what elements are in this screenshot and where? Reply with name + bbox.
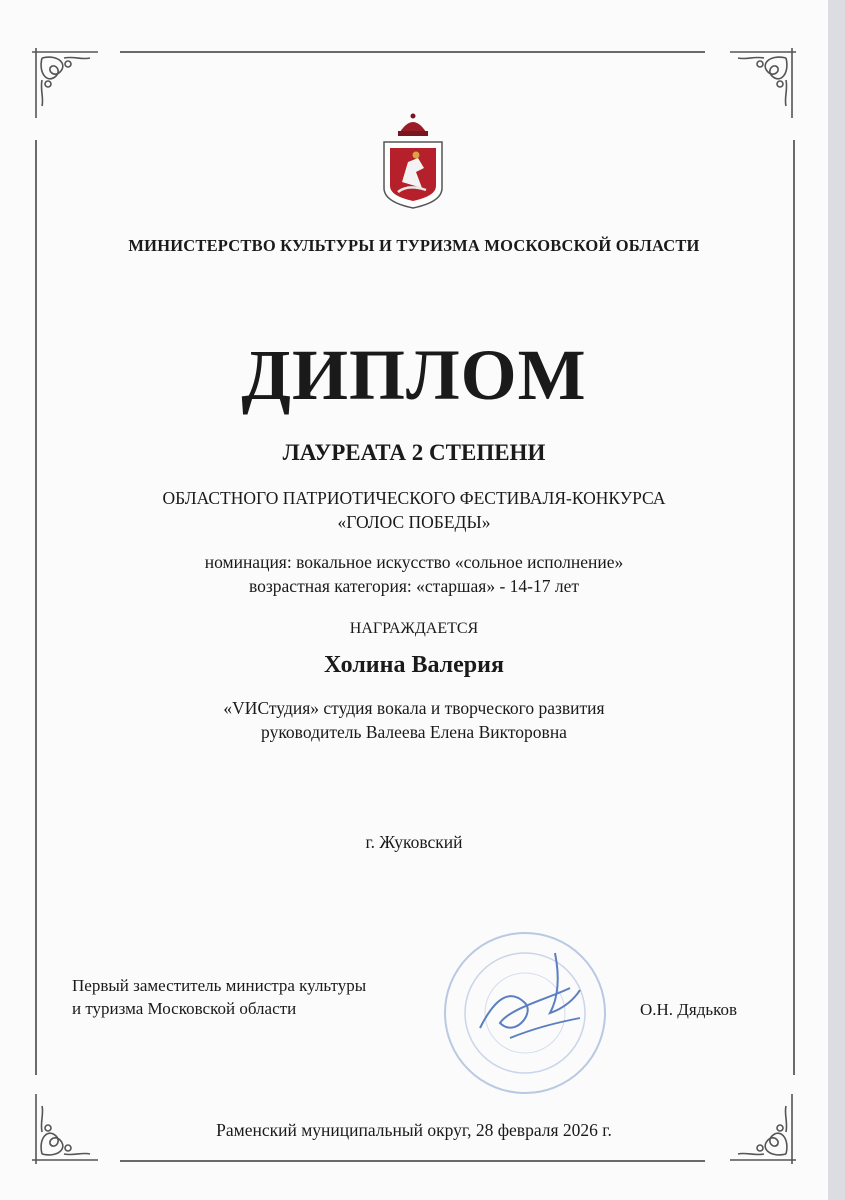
ministry-name: МИНИСТЕРСТВО КУЛЬТУРЫ И ТУРИЗМА МОСКОВСКОЙ ОБЛАСТИ [128, 236, 700, 255]
frame-bottom-line [120, 1160, 705, 1162]
city: г. Жуковский [365, 832, 463, 852]
age-category: возрастная категория: «старшая» - 14-17 лет [248, 576, 580, 596]
corner-ornament-top-left-icon [28, 44, 106, 122]
festival-name-line1: ОБЛАСТНОГО ПАТРИОТИЧЕСКОГО ФЕСТИВАЛЯ-КОНКУРСА [162, 488, 666, 508]
nomination: номинация: вокальное искусство «сольное исполнение» [204, 552, 624, 572]
frame-left-line [35, 140, 37, 1075]
signer-name: О.Н. Дядьков [640, 1000, 738, 1019]
recipient-name: Холина Валерия [324, 652, 504, 678]
diploma-degree: ЛАУРЕАТА 2 СТЕПЕНИ [282, 440, 546, 465]
diploma-title: ДИПЛОМ [241, 335, 587, 415]
corner-ornament-top-right-icon [722, 44, 800, 122]
signer-position-line1: Первый заместитель министра культуры [72, 976, 367, 995]
awarded-label: НАГРАЖДАЕТСЯ [349, 620, 479, 637]
frame-top-line [120, 51, 705, 53]
supervisor-name: руководитель Валеева Елена Викторовна [261, 722, 567, 742]
studio-name: «VИСтудия» студия вокала и творческого развития [223, 698, 605, 718]
signer-position-line2: и туризма Московской области [72, 999, 297, 1018]
signer-position [72, 974, 366, 1020]
coat-of-arms-icon [378, 110, 448, 210]
frame-right-line [793, 140, 795, 1075]
festival-name-line2: «ГОЛОС ПОБЕДЫ» [337, 512, 491, 532]
official-stamp-icon [440, 928, 610, 1098]
place-and-date: Раменский муниципальный округ, 28 февраля 2026 г. [216, 1120, 612, 1140]
